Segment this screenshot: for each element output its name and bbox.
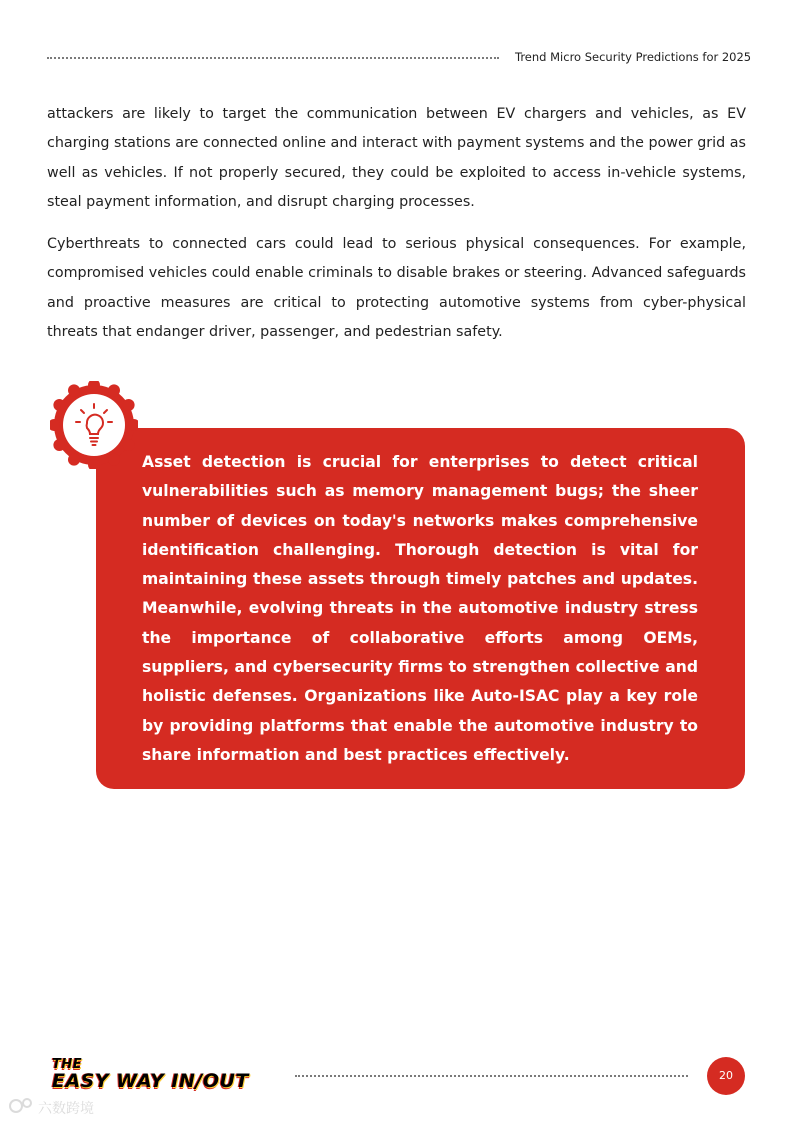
watermark-logo-icon [8, 1095, 36, 1115]
easy-way-logo [52, 1057, 282, 1095]
document-title: Trend Micro Security Predictions for 2025 [515, 50, 752, 64]
header-dotted-rule [47, 57, 499, 59]
watermark-text: 六数跨境 [38, 1101, 94, 1117]
page-number-badge: 20 [707, 1057, 745, 1095]
callout-text: Asset detection is crucial for enterprises to detect critical vulnerabilities such as memory management bugs; the sheer number of devices on today's networks makes comprehensive identification challenging. Thorough detection is vital for maintaining these assets through timely patches and updates. Meanwhile, evolving threats in the automotive industry stress the importance of collaborative efforts among OEMs, suppliers, and cybersecurity firms to strengthen collective and holistic defenses. Organizations like Auto-ISAC play a key role by providing platforms that enable the automotive industry to share information and best practices effectively. [142, 453, 698, 764]
body-paragraph-1: attackers are likely to target the communication between EV chargers and vehicles, as EV charging stations are connected online and interact with payment systems and the power grid as well as vehicles. If not properly secured, they could be exploited to access in-vehicle systems, steal payment information, and disrupt charging processes. [47, 106, 746, 210]
callout-box [96, 428, 745, 789]
watermark [8, 1095, 108, 1117]
lightbulb-icon [50, 381, 138, 469]
logo-line-1: THE [52, 1057, 83, 1072]
body-paragraph-2: Cyberthreats to connected cars could lead to serious physical consequences. For example, compromised vehicles could enable criminals to disable brakes or steering. Advanced safeguards and proactive measures are critical to protecting automotive systems from cyber-physical threats that endanger driver, passenger, and pedestrian safety. [47, 236, 746, 340]
logo-line-2: EASY WAY IN/OUT [52, 1070, 249, 1092]
footer-dotted-rule [295, 1075, 688, 1077]
badge-seal [50, 381, 138, 469]
